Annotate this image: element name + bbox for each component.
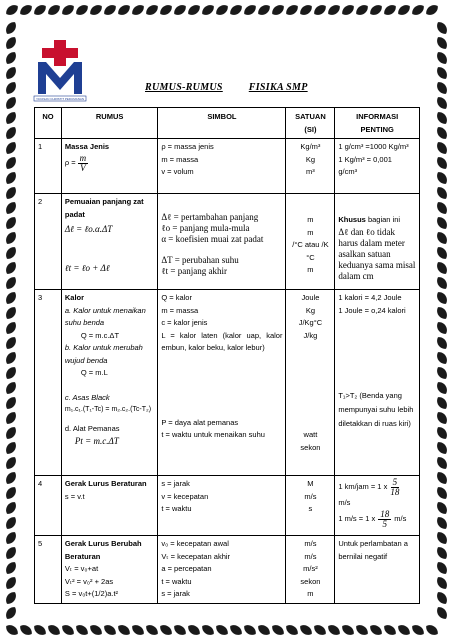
conv-unit: m/s xyxy=(394,513,407,523)
simbol-line: t = waktu xyxy=(161,504,192,513)
satuan-line: M xyxy=(307,479,314,488)
satuan-line: m xyxy=(307,265,314,274)
bottom-ornament-border xyxy=(0,620,453,640)
satuan-line: m/s xyxy=(304,491,317,501)
row-simbol xyxy=(158,536,286,604)
rumus-formula: Q = m.c.ΔT xyxy=(80,330,120,340)
simbol-line: m = massa xyxy=(161,154,199,164)
header-satuan xyxy=(286,108,335,139)
simbol-line: v = volum xyxy=(161,167,194,176)
header-info-line1: INFORMASI xyxy=(356,112,399,121)
satuan-line: sekon xyxy=(300,442,321,452)
simbol-line: ℓt = panjang akhir xyxy=(161,266,227,276)
fraction xyxy=(390,478,399,497)
satuan-line: Kg/m³ xyxy=(300,142,321,151)
row-no: 2 xyxy=(35,194,62,290)
row-simbol xyxy=(158,290,286,476)
header-simbol: SIMBOL xyxy=(158,108,286,139)
simbol-line: c = kalor jenis xyxy=(161,318,208,327)
fraction-num: 18 xyxy=(380,508,390,519)
table-row xyxy=(35,194,420,290)
fraction-den: 5 xyxy=(382,518,387,529)
simbol-line: Vₜ = kecepatan akhir xyxy=(161,551,231,561)
satuan-line: m/s xyxy=(304,551,317,561)
conv-text: 1 km/jam = 1 x xyxy=(338,482,388,492)
rumus-formula: S = v₀t+(1/2)a.t² xyxy=(64,589,119,598)
simbol-line: t = waktu untuk menaikan suhu xyxy=(161,430,265,439)
row-rumus xyxy=(61,290,157,476)
info-line: 1 Kg/m³ = 0,001 xyxy=(338,154,392,164)
school-logo xyxy=(30,40,90,104)
fraction-num: 5 xyxy=(392,477,398,487)
satuan-line: m/s² xyxy=(303,564,318,573)
row-no: 1 xyxy=(35,139,62,194)
row-satuan xyxy=(286,194,335,290)
simbol-line: t = waktu xyxy=(161,576,192,586)
info-line: 1 Joule = o,24 kalori xyxy=(338,305,406,315)
rumus-item: d. Alat Pemanas xyxy=(64,423,120,433)
conv-unit: m/s xyxy=(338,498,351,507)
satuan-line: m³ xyxy=(306,167,315,176)
row-no: 5 xyxy=(35,536,62,604)
satuan-line: sekon xyxy=(300,576,321,586)
table-row xyxy=(35,536,420,604)
simbol-line: ρ = massa jenis xyxy=(161,142,214,151)
row-simbol xyxy=(158,139,286,194)
rumus-formula: Vₜ = v₀+at xyxy=(64,564,99,573)
rumus-formula: Vₜ² = v₀² + 2as xyxy=(64,576,114,586)
density-formula xyxy=(65,154,154,173)
satuan-line: Kg xyxy=(305,154,315,164)
info-bold: Khusus xyxy=(338,215,366,224)
rumus-item: c. Asas Black xyxy=(64,392,110,402)
header-info xyxy=(335,108,420,139)
satuan-line: m/s xyxy=(304,539,317,548)
row-simbol xyxy=(158,194,286,290)
rumus-title: Massa Jenis xyxy=(64,142,110,151)
row-rumus xyxy=(61,194,157,290)
rumus-title: Gerak Lurus Berubah Beraturan xyxy=(64,539,142,561)
satuan-line: m xyxy=(307,227,314,237)
simbol-line: v₀ = kecepatan awal xyxy=(161,539,229,548)
row-rumus xyxy=(61,476,157,536)
simbol-line: ΔT = perubahan suhu xyxy=(161,255,239,265)
formula-lhs: ρ = xyxy=(64,157,76,167)
right-ornament-border xyxy=(431,0,453,640)
satuan-line: m xyxy=(307,215,314,224)
rumus-formula: Pt = m.c.ΔT xyxy=(74,436,119,446)
rumus-formula: Δℓ = ℓo.α.ΔT xyxy=(64,224,113,234)
top-ornament-border xyxy=(0,0,453,20)
header-satuan-line1: SATUAN xyxy=(295,112,326,121)
simbol-line: s = jarak xyxy=(161,589,190,598)
satuan-line: s xyxy=(308,504,313,513)
simbol-line: P = daya alat pemanas xyxy=(161,417,239,427)
simbol-line: L = kalor laten (kalor uap, kalor embun, kalor beku, kalor lebur) xyxy=(161,330,283,352)
left-ornament-border xyxy=(0,0,22,640)
info-serif: Δℓ dan ℓo tidak harus dalam meter asalkan satuan keduanya sama misal dalam cm xyxy=(338,226,416,281)
info-line: T₁>T₂ (Benda yang mempunyai suhu lebih diletakkan di ruas kiri) xyxy=(338,391,414,428)
simbol-line: s = jarak xyxy=(161,479,190,488)
table-row xyxy=(35,290,420,476)
formula-table xyxy=(34,107,420,604)
row-satuan xyxy=(286,139,335,194)
satuan-line: °C xyxy=(306,252,315,262)
conversion-2 xyxy=(338,510,416,529)
header-info-line2: PENTING xyxy=(360,124,394,134)
conversion-1 xyxy=(338,478,416,497)
satuan-line: Kg xyxy=(305,305,315,315)
info-line: 1 kalori = 4,2 Joule xyxy=(338,293,402,302)
simbol-line: α = koefisien muai zat padat xyxy=(161,234,264,244)
fraction xyxy=(378,510,391,529)
row-satuan xyxy=(286,476,335,536)
row-simbol xyxy=(158,476,286,536)
fraction-den: V xyxy=(80,162,86,173)
satuan-line: Joule xyxy=(301,293,320,302)
title-part2: FISIKA SMP xyxy=(248,82,308,93)
info-line: 1 g/cm³ =1000 Kg/m³ xyxy=(338,142,409,151)
fraction-den: 18 xyxy=(390,487,400,497)
simbol-line: Q = kalor xyxy=(161,293,192,302)
fraction xyxy=(78,154,89,173)
simbol-line: Δℓ = pertambahan panjang xyxy=(161,212,259,222)
info-line: g/cm³ xyxy=(338,167,358,176)
row-satuan xyxy=(286,536,335,604)
table-row xyxy=(35,139,420,194)
rumus-item: b. Kalor untuk merubah wujud benda xyxy=(64,343,143,365)
rumus-formula: Q = m.L xyxy=(80,368,108,377)
header-satuan-line2: (SI) xyxy=(304,124,317,134)
row-no: 3 xyxy=(35,290,62,476)
table-header-row xyxy=(35,108,420,139)
info-rest: bagian ini xyxy=(365,215,401,224)
header-no: NO xyxy=(35,108,62,139)
satuan-line: /°C atau /K xyxy=(292,240,329,249)
row-no: 4 xyxy=(35,476,62,536)
fraction-num: m xyxy=(79,152,87,163)
rumus-item: a. Kalor untuk menaikan suhu benda xyxy=(64,305,146,327)
rumus-title: Gerak Lurus Beraturan xyxy=(64,479,147,488)
row-rumus xyxy=(61,139,157,194)
satuan-line: J/Kg°C xyxy=(298,318,323,327)
row-satuan xyxy=(286,290,335,476)
info-line xyxy=(338,214,416,227)
satuan-line: J/kg xyxy=(303,330,318,340)
info-line: Untuk perlambatan a bernilai negatif xyxy=(338,539,408,561)
row-info xyxy=(335,139,420,194)
title-part1: RUMUS-RUMUS xyxy=(145,82,223,93)
table-row xyxy=(35,476,420,536)
row-info xyxy=(335,476,420,536)
row-info xyxy=(335,536,420,604)
rumus-formula: ℓt = ℓo + Δℓ xyxy=(64,262,110,273)
rumus-formula: s = v.t xyxy=(64,491,85,501)
row-info xyxy=(335,194,420,290)
satuan-line: watt xyxy=(303,430,318,439)
rumus-title: Pemuaian panjang zat padat xyxy=(64,197,144,219)
rumus-formula: m₁.c₁.(T₁-Tc) = m₂.c₂.(Tc-T₂) xyxy=(64,406,152,413)
simbol-line: v = kecepatan xyxy=(161,491,209,501)
header-rumus: RUMUS xyxy=(61,108,157,139)
page-title xyxy=(145,82,334,93)
simbol-line: a = percepatan xyxy=(161,564,212,573)
simbol-line: m = massa xyxy=(161,305,199,315)
row-rumus xyxy=(61,536,157,604)
row-info xyxy=(335,290,420,476)
conv-text: 1 m/s = 1 x xyxy=(338,513,376,523)
svg-text:YAYASAN CHRISTIT PEDUMANAN: YAYASAN CHRISTIT PEDUMANAN xyxy=(35,97,85,101)
rumus-title: Kalor xyxy=(64,293,85,302)
simbol-line: ℓo = panjang mula-mula xyxy=(161,223,250,233)
satuan-line: m xyxy=(307,589,314,598)
